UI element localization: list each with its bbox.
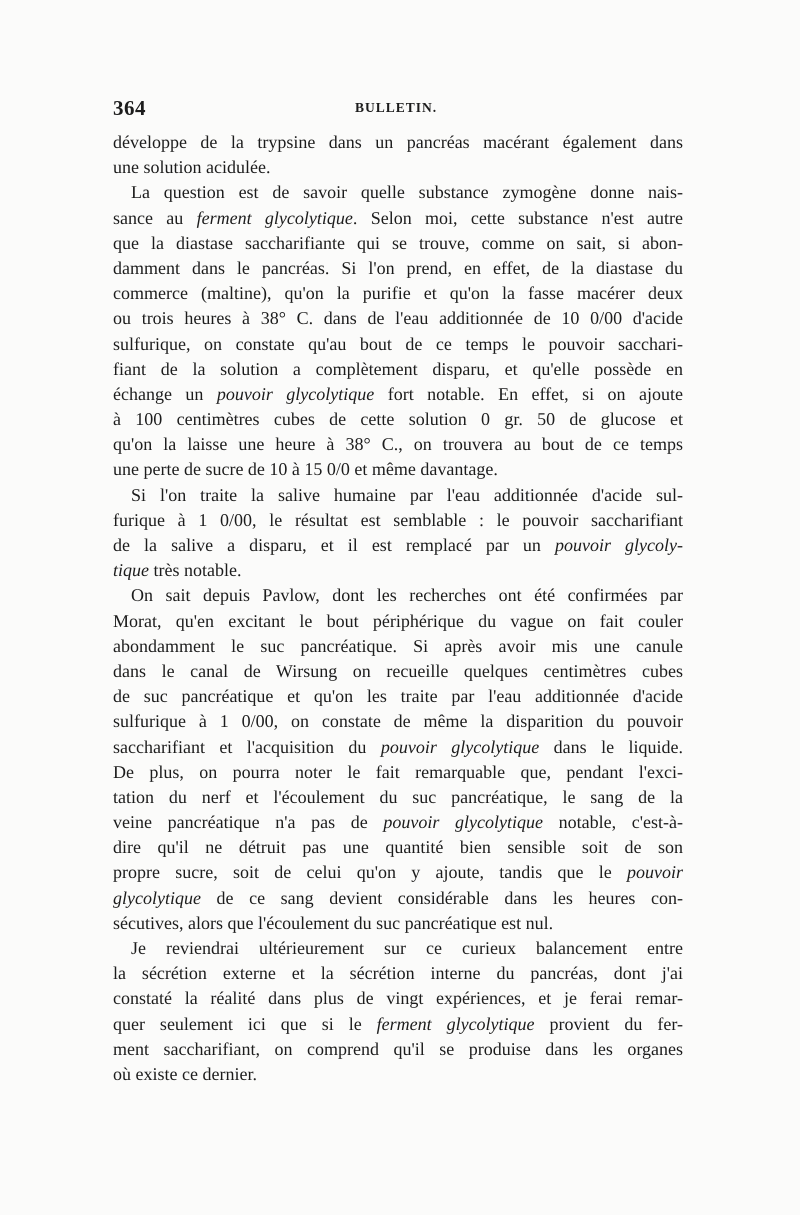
text-run: fiant de la solution a complètement disparu, et qu'elle possède en <box>113 358 683 379</box>
text-line <box>113 835 683 860</box>
text-line <box>113 986 683 1011</box>
text-line <box>113 558 683 583</box>
text-run: à 100 centimètres cubes de cette solution 0 gr. 50 de glucose et <box>113 409 683 430</box>
text-line <box>113 432 683 457</box>
text-run: sulfurique, on constate qu'au bout de ce temps le pouvoir sacchari- <box>113 333 683 354</box>
text-run: dire qu'il ne détruit pas une quantité bien sensible soit de son <box>113 837 683 858</box>
text-run: la sécrétion externe et la sécrétion interne du pancréas, dont j'ai <box>113 963 683 984</box>
text-line <box>113 785 683 810</box>
text-run: damment dans le pancréas. Si l'on prend, en effet, de la diastase du <box>113 257 683 278</box>
text-run: dans le canal de Wirsung on recueille quelques centimètres cubes <box>113 660 683 681</box>
text-run: de suc pancréatique et qu'on les traite par l'eau additionnée d'acide <box>113 686 683 707</box>
text-line <box>113 483 683 508</box>
paragraph <box>113 936 683 1087</box>
text-run: où existe ce dernier. <box>113 1063 257 1084</box>
text-run: de la salive a disparu, et il est remplacé par un <box>113 535 555 555</box>
text-run: commerce (maltine), qu'on la purifie et qu'on la fasse macérer deux <box>113 283 683 304</box>
text-line <box>113 281 683 306</box>
text-run: Morat, qu'en excitant le bout périphérique du vague on fait couler <box>113 610 683 631</box>
text-line <box>113 206 683 231</box>
page-number: 364 <box>113 96 146 120</box>
page-header <box>113 96 685 122</box>
text-run: développe de la trypsine dans un pancréas macérant également dans <box>113 132 683 152</box>
text-line <box>113 407 683 432</box>
text-line <box>113 457 683 482</box>
text-run: Si l'on traite la salive humaine par l'eau additionnée d'acide sul- <box>131 484 683 505</box>
italic-text: ferment glycolytique <box>376 1013 535 1034</box>
text-run: La question est de savoir quelle substance zymogène donne nais- <box>131 182 683 203</box>
text-run: saccharifiant et l'acquisition du <box>113 736 381 757</box>
text-run: fort notable. En effet, si on ajoute <box>374 383 683 404</box>
text-line <box>113 180 683 205</box>
text-run: sance au <box>113 207 197 228</box>
italic-text: pouvoir glycolytique <box>380 736 540 757</box>
text-line <box>113 130 683 155</box>
text-line <box>113 735 683 760</box>
italic-text: pouvoir glycolytique <box>216 383 375 404</box>
text-run: dans le liquide. <box>539 736 683 757</box>
italic-text: pouvoir glycolytique <box>383 812 543 833</box>
paragraph <box>113 130 683 180</box>
text-run: furique à 1 0/00, le résultat est semblable : le pouvoir saccharifiant <box>113 509 683 530</box>
text-run: sécutives, alors que l'écoulement du suc pancréatique est nul. <box>113 912 554 933</box>
text-line <box>113 684 683 709</box>
text-run: De plus, on pourra noter le fait remarquable que, pendant l'exci- <box>113 761 683 782</box>
text-run: constaté la réalité dans plus de vingt expériences, et je ferai remar- <box>113 988 683 1009</box>
text-run: notable, c'est-à- <box>543 812 683 833</box>
text-line <box>113 709 683 734</box>
paragraph <box>113 483 683 584</box>
text-line <box>113 1037 683 1062</box>
paragraph <box>113 583 683 936</box>
text-run: très notable. <box>149 560 242 581</box>
text-line <box>113 860 683 885</box>
text-line <box>113 961 683 986</box>
text-line <box>113 231 683 256</box>
text-run: que la diastase saccharifiante qui se trouve, comme on sait, si abon- <box>113 232 683 253</box>
italic-text: glycolytique <box>113 887 201 908</box>
text-line <box>113 810 683 835</box>
text-run: ou trois heures à 38° C. dans de l'eau additionnée de 10 0/00 d'acide <box>113 308 683 329</box>
text-run: échange un <box>113 383 217 404</box>
text-line <box>113 332 683 357</box>
body-text <box>113 130 683 1087</box>
text-run: de ce sang devient considérable dans les heures con- <box>200 887 683 908</box>
text-line <box>113 533 683 558</box>
italic-text: tique <box>113 560 149 581</box>
text-run: une perte de sucre de 10 à 15 0/0 et même davantage. <box>113 459 498 480</box>
paragraph <box>113 180 683 482</box>
text-run: qu'on la laisse une heure à 38° C., on trouvera au bout de ce temps <box>113 434 683 455</box>
text-run: ment saccharifiant, on comprend qu'il se produise dans les organes <box>113 1038 683 1059</box>
text-line <box>113 911 683 936</box>
text-line <box>113 583 683 608</box>
text-line <box>113 508 683 533</box>
text-line <box>113 382 683 407</box>
text-line <box>113 609 683 634</box>
running-title: BULLETIN. <box>355 100 438 115</box>
italic-text: ferment glycolytique <box>196 207 353 228</box>
text-line <box>113 1062 683 1087</box>
text-run: quer seulement ici que si le <box>113 1013 377 1034</box>
text-run: propre sucre, soit de celui qu'on y ajoute, tandis que le <box>113 862 627 883</box>
text-line <box>113 634 683 659</box>
text-line <box>113 760 683 785</box>
text-run: Je reviendrai ultérieurement sur ce curieux balancement entre <box>131 938 683 958</box>
text-run: . Selon moi, cette substance n'est autre <box>352 207 683 228</box>
text-line <box>113 659 683 684</box>
text-run: On sait depuis Pavlow, dont les recherches ont été confirmées par <box>131 585 683 606</box>
text-run: abondamment le suc pancréatique. Si après avoir mis une canule <box>113 635 683 656</box>
text-run: tation du nerf et l'écoulement du suc pancréatique, le sang de la <box>113 786 683 807</box>
text-line <box>113 1012 683 1037</box>
text-line <box>113 256 683 281</box>
text-run: provient du fer- <box>534 1013 683 1034</box>
text-line <box>113 886 683 911</box>
text-line <box>113 357 683 382</box>
italic-text: pouvoir <box>627 862 683 883</box>
text-line <box>113 936 683 961</box>
text-run: sulfurique à 1 0/00, on constate de même la disparition du pouvoir <box>113 711 683 732</box>
text-line <box>113 155 683 180</box>
italic-text: pouvoir glycoly- <box>554 535 683 555</box>
text-run: veine pancréatique n'a pas de <box>113 812 384 833</box>
text-line <box>113 306 683 331</box>
text-run: une solution acidulée. <box>113 157 271 178</box>
